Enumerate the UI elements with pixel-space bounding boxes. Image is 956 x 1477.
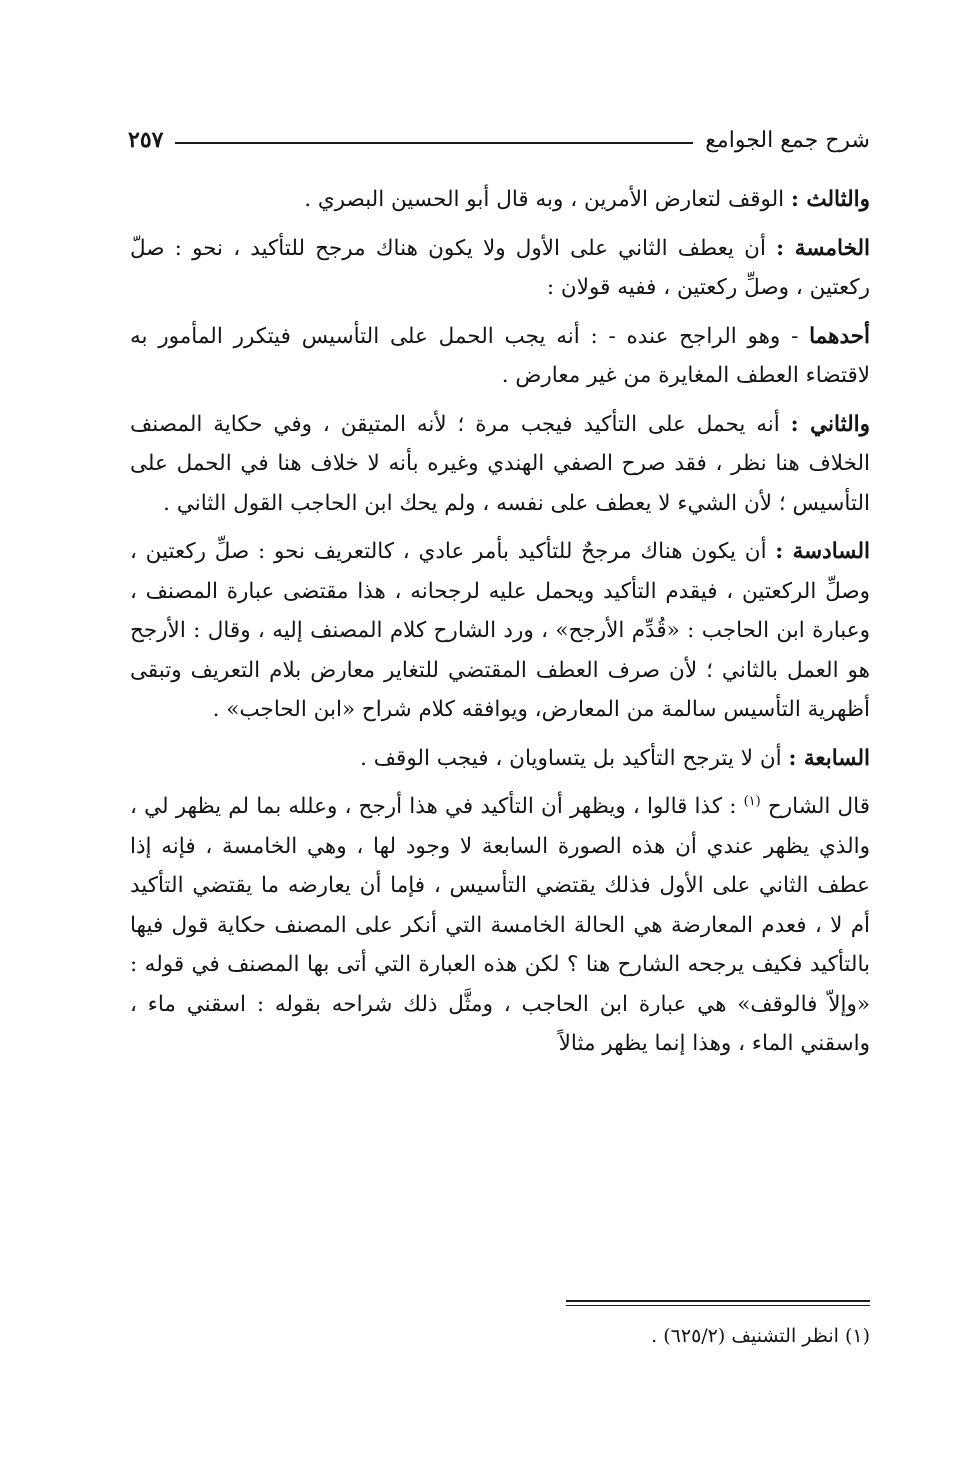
footnote-reference[interactable]: (١) [743, 793, 761, 809]
paragraph-text: أن لا يترجح التأكيد بل يتساويان ، فيجب الوقف . [360, 745, 789, 771]
header-title: شرح جمع الجوامع [705, 127, 870, 153]
paragraph-third [130, 180, 870, 220]
paragraph-text: الوقف لتعارض الأمرين ، وبه قال أبو الحسين البصري . [304, 187, 791, 212]
paragraph-lead: والثاني : [790, 411, 870, 437]
footnote-separator [566, 1300, 870, 1307]
paragraph-sixth [130, 532, 870, 730]
footnote-rule-thick [566, 1300, 870, 1302]
page-number: ٢٥٧ [128, 127, 164, 153]
paragraph-text: قال الشارح [760, 794, 870, 819]
paragraph-text: : كذا قالوا ، ويظهر أن التأكيد في هذا أرجح ، وعلله بما لم يظهر لي ، والذي يظهر عندي أن هذه الصورة السابعة لا وجود لها ، وهي الخامسة ، فإنه إذا عطف الثاني على الأول فذلك يقتضي التأسيس ، فإما أن يعارضه ما يقتضي التأكيد أم لا ، فعدم المعارضة هي الحالة الخامسة التي أنكر على المصنف حكاية قول فيها بالتأكيد فكيف يرجحه الشارح هنا ؟ لكن هذه العبارة التي أتى بها المصنف في قوله : «وإلاّ فالوقف» هي عبارة ابن الحاجب ، ومثَّل ذلك شراحه بقوله : اسقني ماء ، واسقني الماء ، وهذا إنما يظهر مثالاً [130, 794, 870, 1056]
footnote-rule-thin [566, 1305, 870, 1306]
running-header [128, 120, 870, 160]
paragraph-text: أن يكون هناك مرجحٌ للتأكيد بأمر عادي ، كالتعريف نحو : صلِّ ركعتين ، وصلِّ الركعتين ، فيقدم التأكيد ويحمل عليه لرجحانه ، هذا مقتضى عبارة المصنف ، وعبارة ابن الحاجب : «قُدِّم الأرجح» ، ورد الشارح كلام المصنف إليه ، وقال : الأرجح هو العمل بالثاني ؛ لأن صرف العطف المقتضي للتغاير معارض بلام التعريف وتبقى أظهرية التأسيس سالمة من المعارض، ويوافقه كلام شراح «ابن الحاجب» . [130, 539, 870, 722]
paragraph-lead: السادسة : [775, 539, 871, 564]
paragraph-lead: السابعة : [788, 745, 870, 771]
body-text [130, 180, 870, 1064]
paragraph-first-opinion [130, 317, 870, 396]
paragraph-fifth [130, 229, 870, 308]
footnote: (١) انظر التشنيف (٦٢٥/٢) . [651, 1325, 870, 1347]
paragraph-text: أن يعطف الثاني على الأول ولا يكون هناك مرجح للتأكيد ، نحو : صلّ ركعتين ، وصلِّ ركعتين ، ففيه قولان : [130, 235, 870, 300]
paragraph-text: أنه يحمل على التأكيد فيجب مرة ؛ لأنه المتيقن ، وفي حكاية المصنف الخلاف هنا نظر ، فقد صرح الصفي الهندي وغيره بأنه لا خلاف هنا في الحمل على التأسيس ؛ لأن الشيء لا يعطف على نفسه ، ولم يحك ابن الحاجب القول الثاني . [130, 411, 870, 516]
paragraph-commentary [130, 787, 870, 1064]
paragraph-lead: أحدهما [809, 323, 870, 349]
paragraph-lead: الخامسة : [776, 235, 870, 261]
paragraph-lead: والثالث : [790, 187, 870, 212]
header-rule [175, 142, 693, 144]
paragraph-second-opinion [130, 405, 870, 524]
paragraph-text: - وهو الراجح عنده - : أنه يجب الحمل على التأسيس فيتكرر المأمور به لاقتضاء العطف المغايرة من غير معارض . [130, 323, 870, 388]
paragraph-seventh [130, 739, 870, 779]
